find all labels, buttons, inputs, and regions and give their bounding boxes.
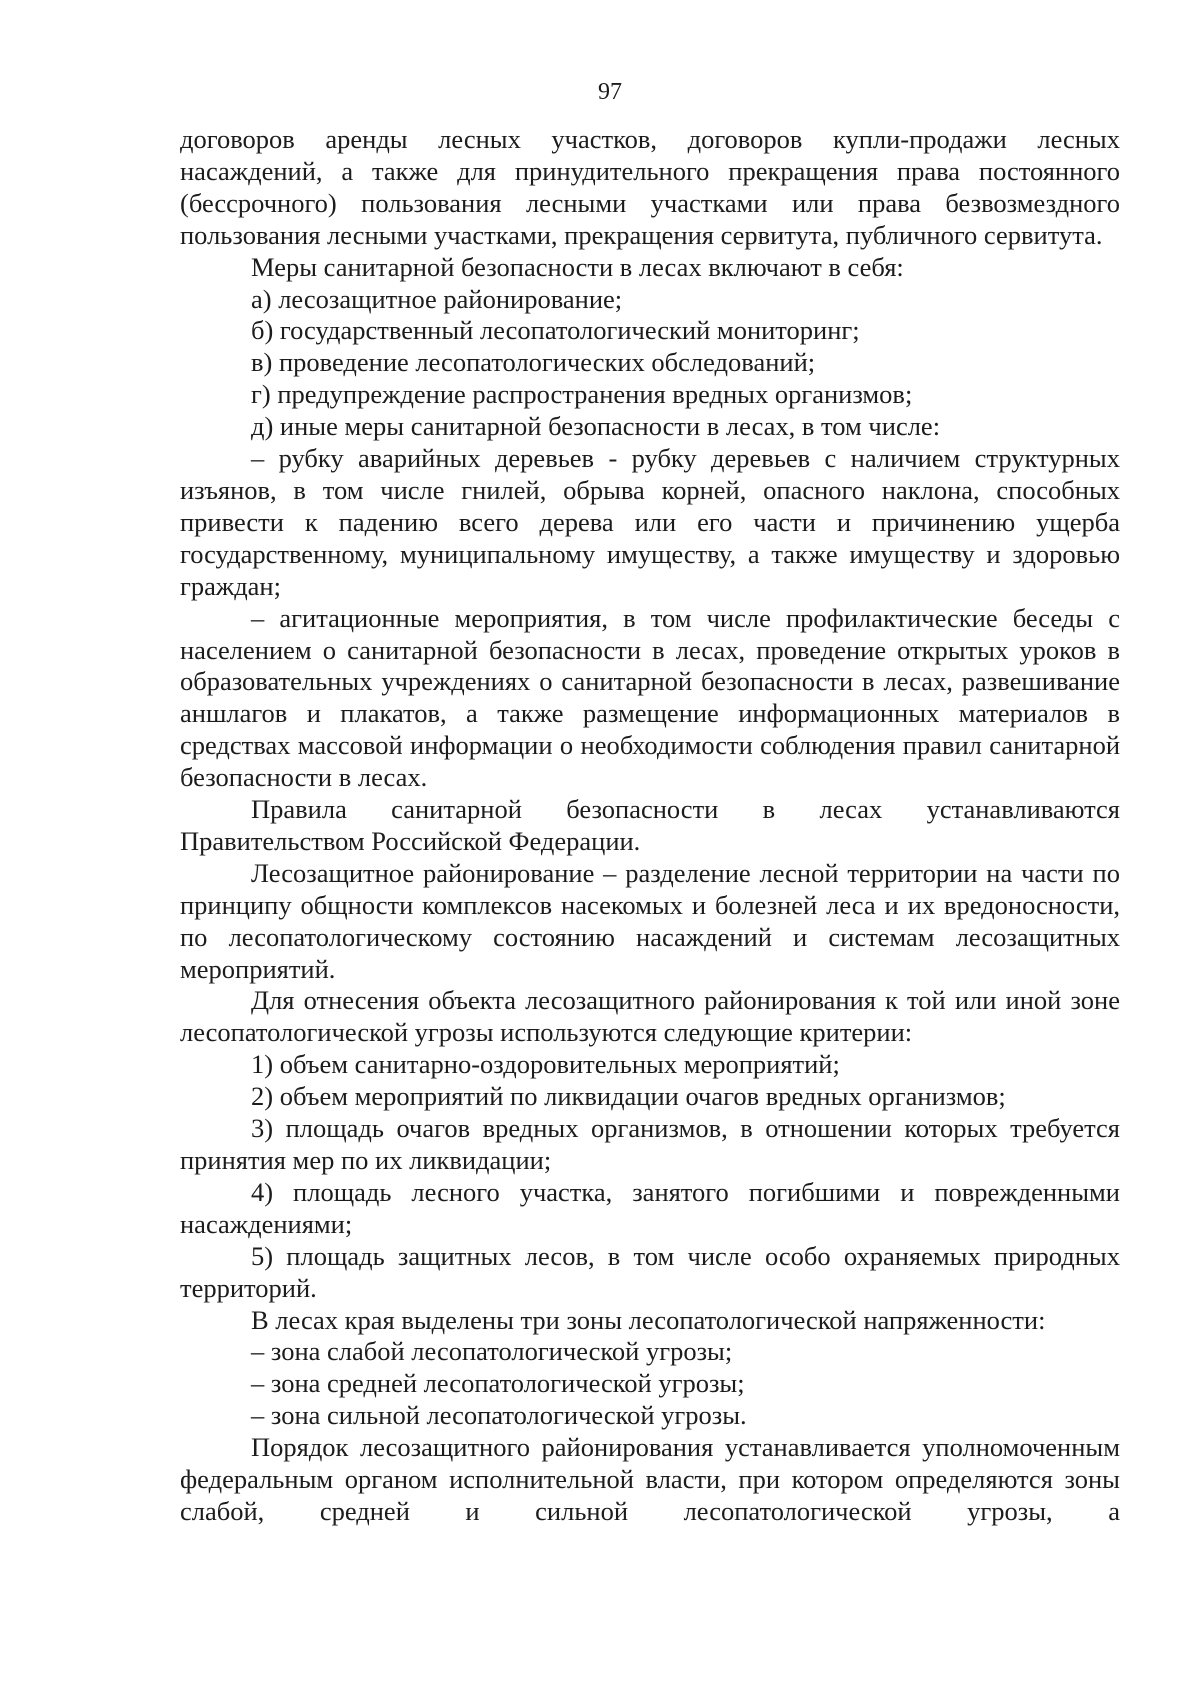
list-item-g: г) предупреждение распространения вредных организмов;: [251, 379, 913, 410]
criterion-5: 5) площадь защитных лесов, в том числе особо охраняемых природных территорий.: [180, 1240, 1120, 1303]
page-number: 97: [598, 79, 622, 105]
list-item-a: а) лесозащитное районирование;: [251, 283, 623, 314]
criterion-1: 1) объем санитарно-оздоровительных мероприятий;: [251, 1049, 840, 1080]
list-item-b: б) государственный лесопатологический мониторинг;: [251, 315, 860, 346]
paragraph-emergency-trees: – рубку аварийных деревьев - рубку деревьев с наличием структурных изъянов, в том числе гнилей, обрыва корней, опасного наклона, способных привести к падению всего дерева или его части и причинению ущерба государственному, муниципальному имуществу, а также имуществу и здоровью граждан;: [180, 443, 1120, 601]
criterion-2: 2) объем мероприятий по ликвидации очагов вредных организмов;: [251, 1081, 1006, 1112]
zone-weak: – зона слабой лесопатологической угрозы;: [251, 1336, 733, 1367]
paragraph-contracts-continuation: договоров аренды лесных участков, договоров купли-продажи лесных насаждений, а также для принудительного прекращения права постоянного (бессрочного) пользования лесными участками или права безвозмездного пользования лесными участками, прекращения сервитута, публичного сервитута.: [180, 124, 1120, 250]
paragraph-zoning-definition: Лесозащитное районирование – разделение лесной территории на части по принципу общности комплексов насекомых и болезней леса и их вредоносности, по лесопатологическому состоянию насаждений и системам лесозащитных мероприятий.: [180, 857, 1120, 984]
paragraph-rules-government: Правила санитарной безопасности в лесах устанавливаются Правительством Российской Федерации.: [180, 794, 1120, 856]
paragraph-zoning-procedure: Порядок лесозащитного районирования устанавливается уполномоченным федеральным органом исполнительной власти, при котором определяются зоны слабой, средней и сильной лесопатологической угрозы, а: [180, 1432, 1120, 1526]
criterion-4: 4) площадь лесного участка, занятого погибшими и поврежденными насаждениями;: [180, 1176, 1120, 1239]
document-body: [180, 124, 1120, 1528]
criterion-3: 3) площадь очагов вредных организмов, в отношении которых требуется принятия мер по их ликвидации;: [180, 1113, 1120, 1175]
paragraph-campaign-measures: – агитационные мероприятия, в том числе профилактические беседы с населением о санитарной безопасности в лесах, проведение открытых уроков в образовательных учреждениях о санитарной безопасности в лесах, развешивание аншлагов и плакатов, а также размещение информационных материалов в средствах массовой информации о необходимости соблюдения правил санитарной безопасности в лесах.: [180, 602, 1120, 793]
paragraph-criteria-intro: Для отнесения объекта лесозащитного районирования к той или иной зоне лесопатологической угрозы используются следующие критерии:: [180, 985, 1120, 1048]
list-item-v: в) проведение лесопатологических обследований;: [251, 347, 816, 378]
zone-medium: – зона средней лесопатологической угрозы;: [251, 1368, 745, 1399]
paragraph-sanitary-measures-intro: Меры санитарной безопасности в лесах включают в себя:: [251, 251, 904, 282]
list-item-d: д) иные меры санитарной безопасности в лесах, в том числе:: [251, 411, 941, 442]
zone-strong: – зона сильной лесопатологической угрозы.: [251, 1400, 747, 1431]
paragraph-zones-intro: В лесах края выделены три зоны лесопатологической напряженности:: [251, 1304, 1046, 1335]
